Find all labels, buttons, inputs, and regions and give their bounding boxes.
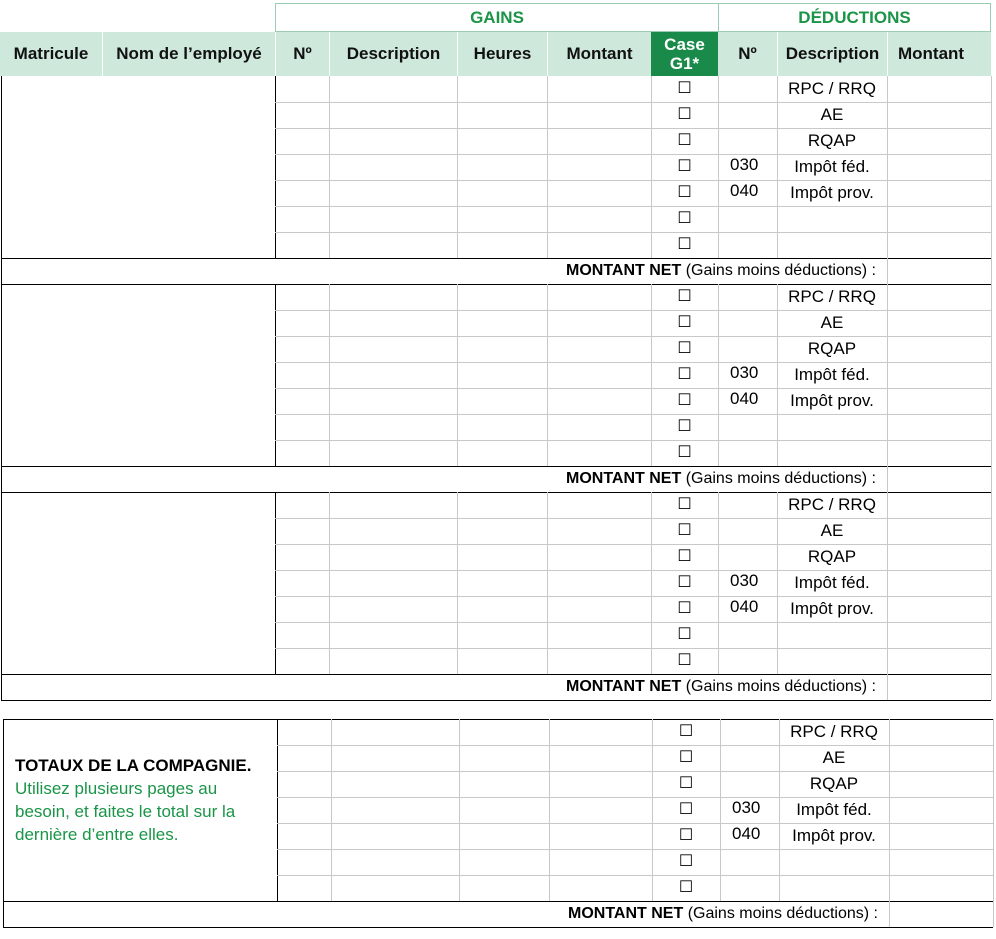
block-net-bottom-border bbox=[3, 927, 993, 928]
checkbox-icon: ☐ bbox=[677, 574, 692, 591]
company-totals-label bbox=[15, 754, 270, 846]
checkbox-icon: ☐ bbox=[678, 723, 694, 740]
checkbox-icon: ☐ bbox=[677, 600, 692, 617]
case-g1-checkbox[interactable] bbox=[652, 745, 720, 771]
header-matricule: Matricule bbox=[0, 32, 102, 76]
deduction-amount-field[interactable] bbox=[887, 362, 991, 388]
deduction-no bbox=[718, 230, 777, 256]
checkbox-icon: ☐ bbox=[677, 340, 692, 357]
deduction-amount-field[interactable] bbox=[889, 875, 993, 901]
deduction-description bbox=[777, 648, 887, 674]
case-g1-checkbox[interactable] bbox=[651, 544, 718, 570]
net-amount-suffix: (Gains moins déductions) : bbox=[681, 678, 876, 695]
column-divider bbox=[549, 719, 550, 901]
case-g1-checkbox[interactable] bbox=[651, 206, 718, 232]
checkbox-icon: ☐ bbox=[677, 288, 692, 305]
column-divider bbox=[459, 719, 460, 901]
case-g1-checkbox[interactable] bbox=[651, 154, 718, 180]
net-amount-title: MONTANT NET bbox=[566, 262, 682, 279]
deduction-no bbox=[720, 743, 779, 769]
checkbox-icon: ☐ bbox=[677, 418, 692, 435]
case-g1-checkbox[interactable] bbox=[651, 284, 718, 310]
checkbox-icon: ☐ bbox=[678, 879, 694, 896]
checkbox-icon: ☐ bbox=[677, 548, 692, 565]
deduction-no: 030 bbox=[730, 363, 759, 382]
deduction-amount-field[interactable] bbox=[887, 180, 991, 206]
checkbox-icon: ☐ bbox=[677, 210, 692, 227]
header-gains-montant: Montant bbox=[547, 32, 651, 76]
deduction-amount-field[interactable] bbox=[887, 596, 991, 622]
deduction-description: Impôt féd. bbox=[794, 573, 870, 592]
checkbox-icon: ☐ bbox=[677, 132, 692, 149]
deduction-amount-field[interactable] bbox=[889, 719, 993, 745]
case-g1-checkbox[interactable] bbox=[651, 102, 718, 128]
deduction-description: RQAP bbox=[807, 339, 857, 358]
case-g1-checkbox[interactable] bbox=[651, 232, 718, 258]
deduction-no bbox=[720, 873, 779, 899]
deduction-amount-field[interactable] bbox=[887, 518, 991, 544]
deduction-no bbox=[718, 516, 777, 542]
header-ded-description: Description bbox=[777, 32, 887, 76]
case-g1-checkbox[interactable] bbox=[651, 518, 718, 544]
deduction-amount-field[interactable] bbox=[887, 440, 991, 466]
case-g1-checkbox[interactable] bbox=[651, 440, 718, 466]
company-totals-title: TOTAUX DE LA COMPAGNIE. bbox=[15, 756, 252, 775]
net-amount-suffix: (Gains moins déductions) : bbox=[681, 262, 876, 279]
column-divider bbox=[547, 76, 548, 258]
checkbox-icon: ☐ bbox=[677, 236, 692, 253]
deduction-amount-field[interactable] bbox=[887, 284, 991, 310]
net-amount-title: MONTANT NET bbox=[566, 470, 682, 487]
case-g1-checkbox[interactable] bbox=[651, 492, 718, 518]
deduction-no bbox=[718, 282, 777, 308]
case-g1-checkbox[interactable] bbox=[652, 875, 720, 901]
deduction-no: 030 bbox=[730, 571, 759, 590]
case-g1-checkbox[interactable] bbox=[651, 570, 718, 596]
deduction-amount-field[interactable] bbox=[889, 823, 993, 849]
deduction-no bbox=[718, 438, 777, 464]
case-g1-checkbox[interactable] bbox=[651, 648, 718, 674]
deduction-description bbox=[777, 232, 887, 258]
checkbox-icon: ☐ bbox=[678, 853, 694, 870]
checkbox-icon: ☐ bbox=[678, 775, 694, 792]
deduction-no bbox=[718, 204, 777, 230]
case-g1-checkbox[interactable] bbox=[651, 76, 718, 102]
deduction-amount-field[interactable] bbox=[887, 336, 991, 362]
checkbox-icon: ☐ bbox=[677, 158, 692, 175]
net-amount-field[interactable] bbox=[887, 466, 991, 492]
block-left-border bbox=[1, 492, 2, 700]
net-amount-field[interactable] bbox=[889, 901, 993, 927]
deduction-amount-field[interactable] bbox=[887, 76, 991, 102]
deduction-amount-field[interactable] bbox=[887, 622, 991, 648]
net-amount-label bbox=[568, 905, 878, 923]
deduction-amount-field[interactable] bbox=[889, 797, 993, 823]
checkbox-icon: ☐ bbox=[677, 444, 692, 461]
column-divider bbox=[547, 284, 548, 466]
deduction-amount-field[interactable] bbox=[887, 154, 991, 180]
block-body-bottom-border bbox=[1, 466, 991, 467]
column-divider bbox=[329, 492, 330, 674]
deduction-no bbox=[718, 412, 777, 438]
name-column-border bbox=[275, 76, 276, 258]
case-g1-checkbox[interactable] bbox=[652, 771, 720, 797]
checkbox-icon: ☐ bbox=[677, 184, 692, 201]
net-amount-field[interactable] bbox=[887, 258, 991, 284]
column-divider bbox=[547, 492, 548, 674]
case-g1-checkbox[interactable] bbox=[651, 128, 718, 154]
column-divider bbox=[329, 76, 330, 258]
deduction-amount-field[interactable] bbox=[887, 232, 991, 258]
block-left-border bbox=[1, 76, 2, 284]
header-gains-no: Nº bbox=[275, 32, 329, 76]
net-amount-label bbox=[566, 470, 876, 488]
header-gains-description: Description bbox=[329, 32, 457, 76]
deduction-amount-field[interactable] bbox=[889, 849, 993, 875]
header-case-g1 bbox=[651, 32, 718, 76]
deduction-description: RPC / RRQ bbox=[790, 722, 878, 741]
block-net-bottom-border bbox=[1, 700, 991, 701]
deduction-amount-field[interactable] bbox=[887, 388, 991, 414]
checkbox-icon: ☐ bbox=[677, 106, 692, 123]
checkbox-icon: ☐ bbox=[678, 827, 694, 844]
header-heures: Heures bbox=[457, 32, 547, 76]
net-amount-suffix: (Gains moins déductions) : bbox=[683, 905, 878, 922]
deduction-no bbox=[718, 646, 777, 672]
deduction-no bbox=[720, 847, 779, 873]
gains-group-header: GAINS bbox=[470, 7, 524, 27]
block-right-border bbox=[991, 492, 992, 700]
checkbox-icon: ☐ bbox=[677, 652, 692, 669]
deduction-description bbox=[777, 206, 887, 232]
deduction-description: Impôt prov. bbox=[790, 391, 874, 410]
name-column-border bbox=[277, 719, 278, 901]
column-divider bbox=[331, 719, 332, 901]
deduction-no: 030 bbox=[730, 155, 759, 174]
deduction-amount-field[interactable] bbox=[887, 414, 991, 440]
deduction-description bbox=[777, 440, 887, 466]
deduction-description: RPC / RRQ bbox=[788, 287, 876, 306]
deduction-amount-field[interactable] bbox=[889, 771, 993, 797]
deduction-description: Impôt féd. bbox=[796, 800, 872, 819]
deduction-description: Impôt prov. bbox=[790, 599, 874, 618]
deduction-description bbox=[779, 875, 889, 901]
checkbox-icon: ☐ bbox=[677, 366, 692, 383]
deduction-description: Impôt prov. bbox=[792, 826, 876, 845]
case-g1-checkbox[interactable] bbox=[652, 823, 720, 849]
net-amount-title: MONTANT NET bbox=[566, 678, 682, 695]
deduction-no bbox=[718, 100, 777, 126]
header-nom-employe: Nom de l’employé bbox=[102, 32, 275, 76]
deduction-no: 040 bbox=[730, 597, 759, 616]
deduction-description bbox=[779, 849, 889, 875]
deduction-no bbox=[718, 74, 777, 100]
deduction-no bbox=[720, 769, 779, 795]
case-g1-checkbox[interactable] bbox=[651, 180, 718, 206]
deduction-amount-field[interactable] bbox=[887, 648, 991, 674]
deduction-no: 040 bbox=[732, 824, 761, 843]
deduction-description: RQAP bbox=[807, 547, 857, 566]
deduction-description: Impôt féd. bbox=[794, 157, 870, 176]
deduction-amount-field[interactable] bbox=[889, 745, 993, 771]
net-amount-label bbox=[566, 262, 876, 280]
deduction-description: Impôt féd. bbox=[794, 365, 870, 384]
case-g1-checkbox[interactable] bbox=[651, 388, 718, 414]
case-g1-checkbox[interactable] bbox=[651, 596, 718, 622]
column-divider bbox=[457, 76, 458, 258]
header-ded-no: Nº bbox=[718, 32, 777, 76]
case-g1-checkbox[interactable] bbox=[651, 310, 718, 336]
company-totals-note: Utilisez plusieurs pages au besoin, et faites le total sur la dernière d’entre elles. bbox=[15, 779, 236, 844]
case-g1-checkbox[interactable] bbox=[651, 336, 718, 362]
deduction-amount-field[interactable] bbox=[887, 310, 991, 336]
net-amount-label bbox=[566, 678, 876, 696]
deduction-description: Impôt prov. bbox=[790, 183, 874, 202]
block-body-bottom-border bbox=[1, 258, 991, 259]
deduction-no bbox=[718, 620, 777, 646]
deduction-no: 040 bbox=[730, 389, 759, 408]
checkbox-icon: ☐ bbox=[678, 801, 694, 818]
block-body-bottom-border bbox=[1, 674, 991, 675]
deduction-description: AE bbox=[820, 105, 844, 124]
deduction-no bbox=[718, 542, 777, 568]
case-g1-checkbox[interactable] bbox=[652, 719, 720, 745]
deduction-no bbox=[718, 126, 777, 152]
block-body-bottom-border bbox=[3, 901, 993, 902]
deduction-description: RQAP bbox=[809, 774, 859, 793]
checkbox-icon: ☐ bbox=[677, 626, 692, 643]
deduction-no: 040 bbox=[730, 181, 759, 200]
deduction-description: AE bbox=[820, 521, 844, 540]
case-g1-checkbox[interactable] bbox=[652, 797, 720, 823]
header-case-g1-line1: Case bbox=[664, 35, 705, 54]
deduction-description bbox=[777, 414, 887, 440]
deduction-no bbox=[718, 334, 777, 360]
deduction-amount-field[interactable] bbox=[887, 544, 991, 570]
deduction-no bbox=[718, 308, 777, 334]
column-divider bbox=[329, 284, 330, 466]
deduction-amount-field[interactable] bbox=[887, 570, 991, 596]
case-g1-checkbox[interactable] bbox=[652, 849, 720, 875]
deduction-description: AE bbox=[822, 748, 846, 767]
deduction-description: RQAP bbox=[807, 131, 857, 150]
column-divider bbox=[457, 492, 458, 674]
deduction-no: 030 bbox=[732, 798, 761, 817]
deduction-description bbox=[777, 622, 887, 648]
case-g1-checkbox[interactable] bbox=[651, 414, 718, 440]
header-ded-montant: Montant bbox=[887, 32, 991, 76]
deduction-amount-field[interactable] bbox=[887, 102, 991, 128]
deductions-group-header: DÉDUCTIONS bbox=[798, 7, 911, 27]
deduction-no bbox=[718, 490, 777, 516]
block-left-border bbox=[1, 284, 2, 492]
name-column-border bbox=[275, 492, 276, 674]
checkbox-icon: ☐ bbox=[678, 749, 694, 766]
net-amount-suffix: (Gains moins déductions) : bbox=[681, 470, 876, 487]
deduction-description: AE bbox=[820, 313, 844, 332]
deduction-amount-field[interactable] bbox=[887, 492, 991, 518]
case-g1-checkbox[interactable] bbox=[651, 622, 718, 648]
deduction-no bbox=[720, 717, 779, 743]
name-column-border bbox=[275, 284, 276, 466]
case-g1-checkbox[interactable] bbox=[651, 362, 718, 388]
column-divider bbox=[457, 284, 458, 466]
block-right-border bbox=[991, 284, 992, 492]
deduction-amount-field[interactable] bbox=[887, 206, 991, 232]
net-amount-field[interactable] bbox=[887, 674, 991, 700]
block-left-border bbox=[3, 719, 4, 927]
block-right-border bbox=[993, 719, 994, 927]
checkbox-icon: ☐ bbox=[677, 496, 692, 513]
deduction-description: RPC / RRQ bbox=[788, 495, 876, 514]
deduction-description: RPC / RRQ bbox=[788, 79, 876, 98]
block-right-border bbox=[991, 76, 992, 284]
checkbox-icon: ☐ bbox=[677, 522, 692, 539]
checkbox-icon: ☐ bbox=[677, 392, 692, 409]
deduction-amount-field[interactable] bbox=[887, 128, 991, 154]
checkbox-icon: ☐ bbox=[677, 314, 692, 331]
net-amount-title: MONTANT NET bbox=[568, 905, 684, 922]
checkbox-icon: ☐ bbox=[677, 80, 692, 97]
header-case-g1-line2: G1* bbox=[669, 54, 700, 73]
